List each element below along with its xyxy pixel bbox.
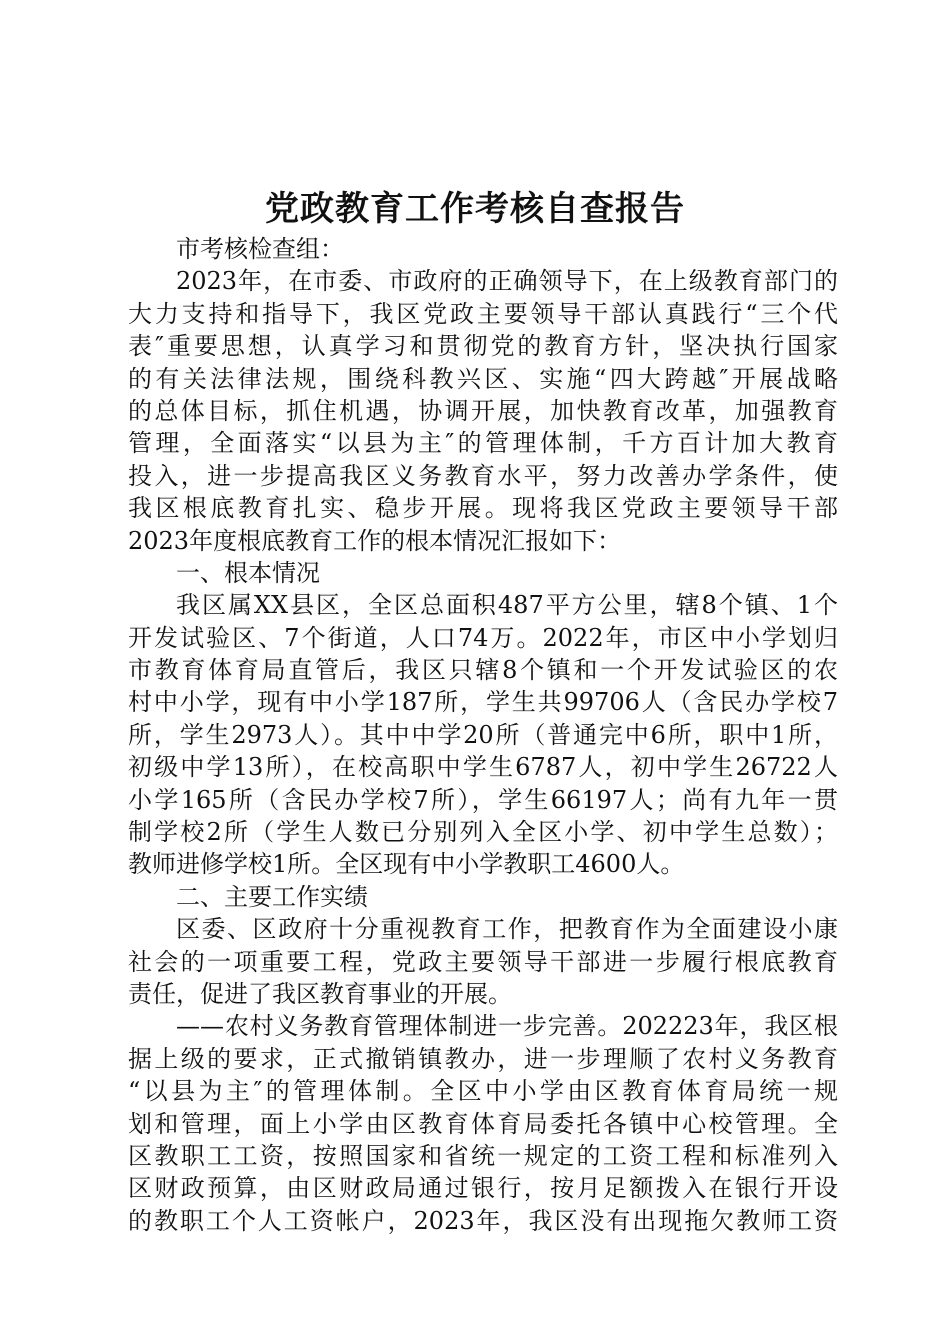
text-line: 市考核检查组： xyxy=(176,235,344,263)
text-line: 据上级的要求，正式撤销镇教办，进一步理顺了农村义务教育 xyxy=(128,1044,838,1073)
text-line: 的教职工个人工资帐户，2023年，我区没有出现拖欠教师工资 xyxy=(128,1206,838,1235)
text-line: 划和管理，面上小学由区教育体育局委托各镇中心校管理。全 xyxy=(128,1109,838,1138)
text-line: 所，学生2973人）。其中中学20所（普通完中6所，职中1所， xyxy=(128,720,838,749)
text-line: 管理，全面落实“以县为主″的管理体制，千方百计加大教育 xyxy=(128,429,838,458)
text-line: 开发试验区、7个街道，人口74万。2022年，市区中小学划归 xyxy=(128,623,838,652)
text-line: 初级中学13所），在校高职中学生6787人，初中学生26722人 xyxy=(128,753,838,782)
text-line: 投入，进一步提高我区义务教育水平，努力改善办学条件，使 xyxy=(128,461,838,490)
text-line: 责任，促进了我区教育事业的开展。 xyxy=(128,979,512,1008)
document-title: 党政教育工作考核自查报告 xyxy=(265,189,685,229)
text-line: 小学165所（含民办学校7所），学生66197人；尚有九年一贯 xyxy=(128,785,838,814)
text-line: 市教育体育局直管后，我区只辖8个镇和一个开发试验区的农 xyxy=(128,656,838,685)
text-line: 2023年，在市委、市政府的正确领导下，在上级教育部门的 xyxy=(176,267,838,296)
text-line: 社会的一项重要工程，党政主要领导干部进一步履行根底教育 xyxy=(128,947,838,976)
text-line: “以县为主″的管理体制。全区中小学由区教育体育局统一规 xyxy=(128,1077,838,1106)
text-line: 二、主要工作实绩 xyxy=(176,882,368,911)
text-line: 2023年度根底教育工作的根本情况汇报如下： xyxy=(128,526,622,555)
document-body xyxy=(128,233,838,1237)
text-line: 制学校2所（学生人数已分别列入全区小学、初中学生总数）； xyxy=(128,818,838,847)
text-line: 的有关法律法规，围绕科教兴区、实施“四大跨越″开展战略 xyxy=(128,364,838,393)
text-line: ——农村义务教育管理体制进一步完善。202223年，我区根 xyxy=(176,1012,838,1041)
text-line: 区教职工工资，按照国家和省统一规定的工资工程和标准列入 xyxy=(128,1141,838,1170)
text-line: 区委、区政府十分重视教育工作，把教育作为全面建设小康 xyxy=(176,915,838,944)
text-line: 我区属XX县区，全区总面积487平方公里，辖8个镇、1个 xyxy=(176,591,838,620)
text-line: 一、根本情况 xyxy=(176,558,320,587)
text-line: 区财政预算，由区财政局通过银行，按月足额拨入在银行开设 xyxy=(128,1174,838,1203)
text-line: 大力支持和指导下，我区党政主要领导干部认真践行“三个代 xyxy=(128,299,838,328)
text-line: 村中小学，现有中小学187所，学生共99706人（含民办学校7 xyxy=(128,688,838,717)
text-line: 的总体目标，抓住机遇，协调开展，加快教育改革，加强教育 xyxy=(128,396,838,425)
text-line: 表″重要思想，认真学习和贯彻党的教育方针，坚决执行国家 xyxy=(128,332,838,361)
text-line: 教师进修学校1所。全区现有中小学教职工4600人。 xyxy=(128,850,685,879)
text-line: 我区根底教育扎实、稳步开展。现将我区党政主要领导干部 xyxy=(128,494,838,523)
